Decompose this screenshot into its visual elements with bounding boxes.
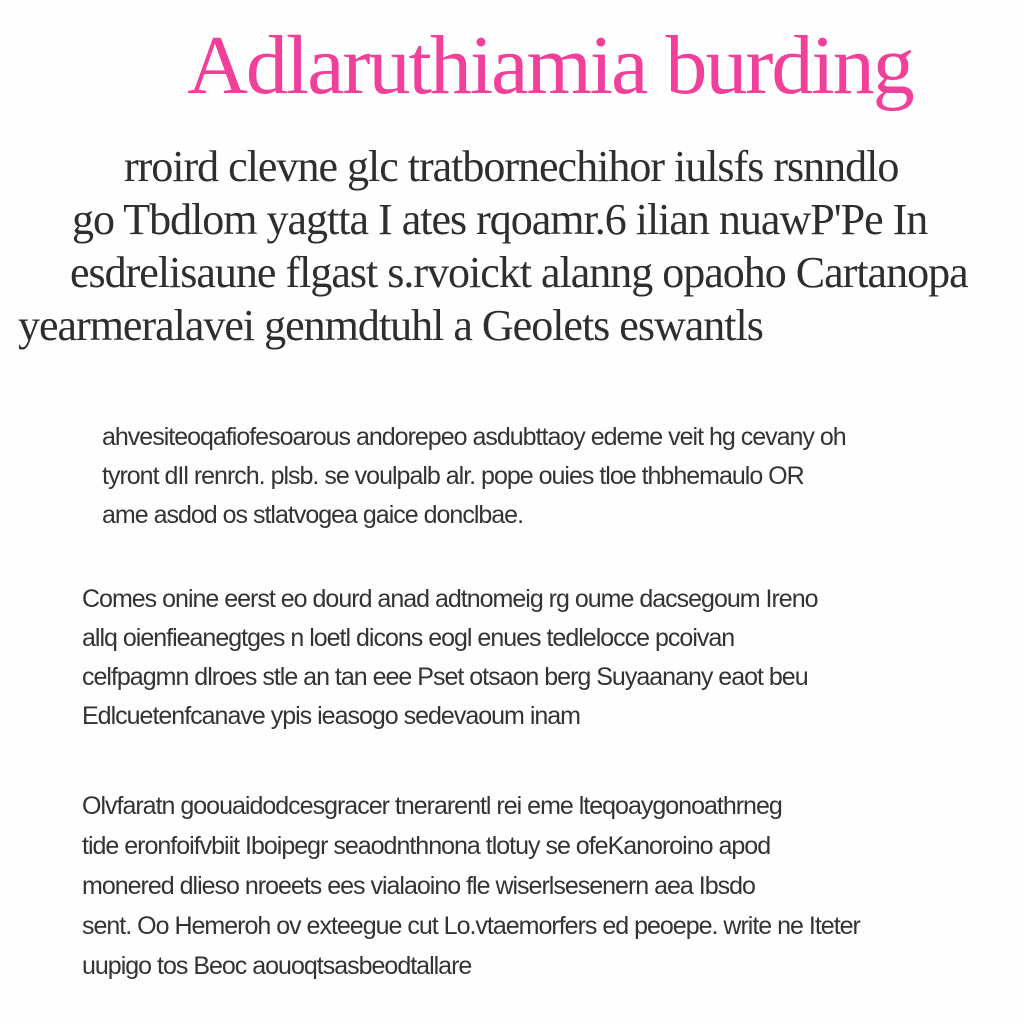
paragraph-line: Edlcuetenfcanave ypis ieasogo sedevaoum inam xyxy=(82,702,581,730)
paragraph-line: ame asdod os stlatvogea gaice donclbae. xyxy=(102,501,524,529)
intro-line: yearmeralavei genmdtuhl a Geolets eswantls xyxy=(18,301,763,350)
document-title: Adlaruthiamia burding xyxy=(187,19,913,112)
paragraph-line: monered dlieso nroeets ees vialaoino fle wiserlsesenern aea Ibsdo xyxy=(82,872,755,900)
intro-line: rroird clevne glc tratbornechihor iulsfs rsnndlo xyxy=(124,142,899,191)
paragraph-line: Olvfaratn goouaidodcesgracer tnerarentl rei eme lteqoaygonoathrneg xyxy=(82,792,782,820)
paragraph-line: ahvesiteoqafiofesoarous andorepeo asdubttaoy edeme veit hg cevany oh xyxy=(102,423,846,451)
paragraph-line: celfpagmn dlroes stle an tan eee Pset otsaon berg Suyaanany eaot beu xyxy=(82,663,808,691)
paragraph-line: allq oienfieanegtges n loetl dicons eogl enues tedlelocce pcoivan xyxy=(82,624,735,652)
body-paragraph-2 xyxy=(82,580,818,736)
intro-line: esdrelisaune flgast s.rvoickt alanng opaoho Cartanopa xyxy=(70,248,968,297)
paragraph-line: tide eronfoifvbiit Iboipegr seaodnthnona tlotuy se ofeKanoroino apod xyxy=(82,832,771,860)
paragraph-line: Comes onine eerst eo dourd anad adtnomeig rg oume dacsegoum Ireno xyxy=(82,585,818,613)
paragraph-line: uupigo tos Beoc aouoqtsasbeodtallare xyxy=(82,952,472,980)
paragraph-line: tyront dIl renrch. plsb. se voulpalb alr. pope ouies tloe thbhemaulo OR xyxy=(102,462,804,490)
body-paragraph-1 xyxy=(102,418,846,535)
intro-paragraph xyxy=(18,140,968,352)
paragraph-line: sent. Oo Hemeroh ov exteegue cut Lo.vtaemorfers ed peoepe. write ne Iteter xyxy=(82,912,860,940)
body-paragraph-3 xyxy=(82,786,860,986)
intro-line: go Tbdlom yagtta I ates rqoamr.6 ilian nuawP'Pe In xyxy=(72,195,928,244)
